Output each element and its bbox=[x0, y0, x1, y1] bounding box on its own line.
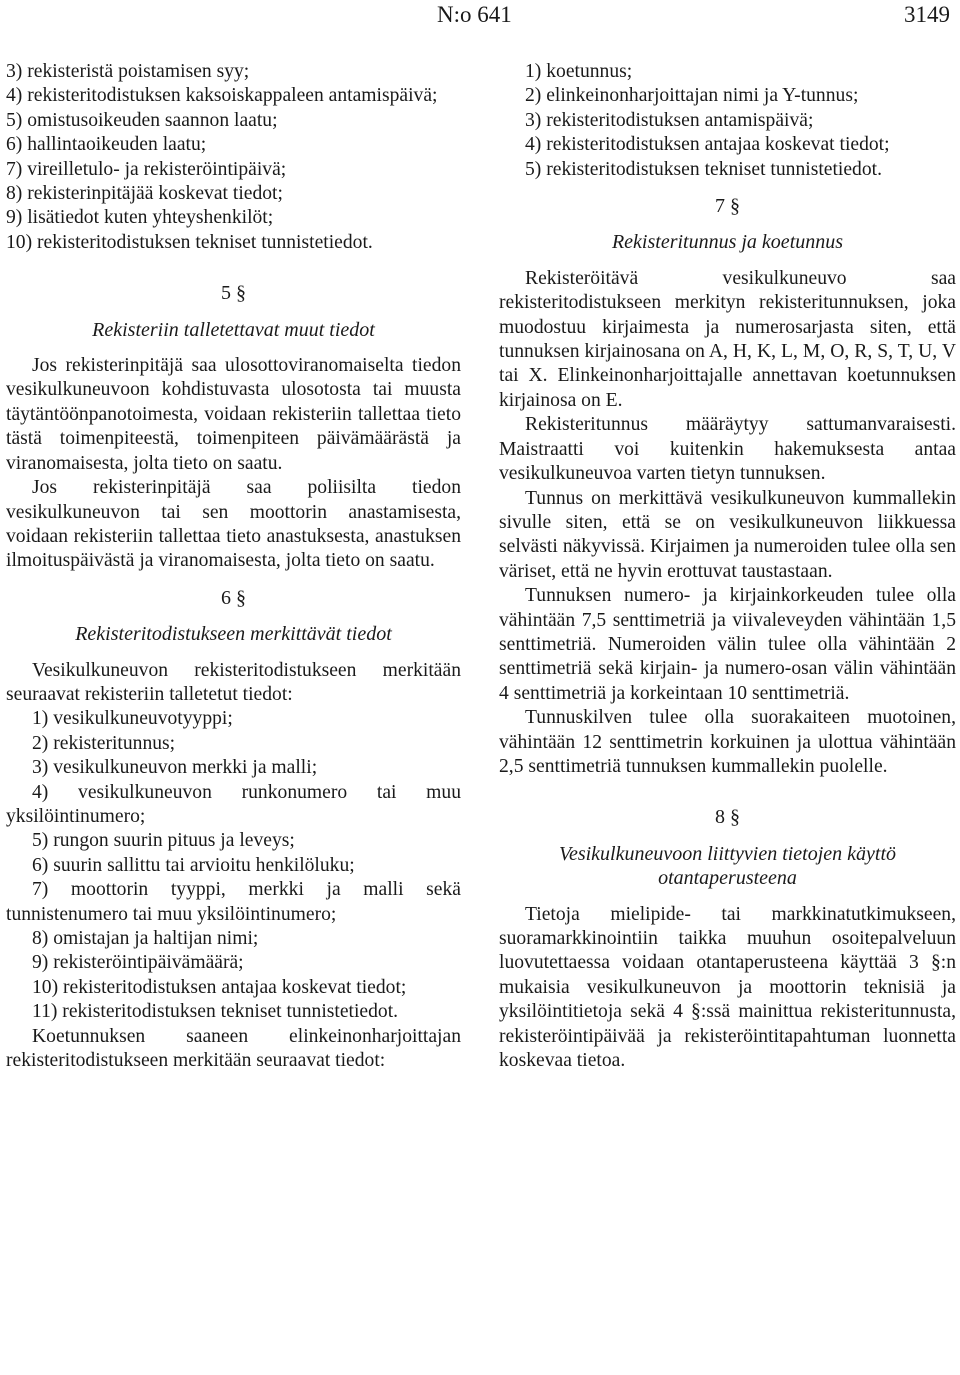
section-number: 7 § bbox=[715, 195, 740, 218]
list-item: 3) rekisteritodistuksen antamispäivä; bbox=[525, 109, 814, 131]
list-item: 5) rekisteritodistuksen tekniset tunnistetiedot. bbox=[525, 158, 882, 180]
list-item: 9) lisätiedot kuten yhteyshenkilöt; bbox=[6, 207, 274, 229]
paragraph: Tunnuskilven tulee olla suorakaiteen muotoinen, vähintään 12 senttimetrin korkuinen ja ulottua vähintään 2,5 senttimetriä tunnuksen kummallekin puolelle. bbox=[499, 707, 956, 777]
list-item: 11) rekisteritodistuksen tekniset tunnistetiedot. bbox=[32, 1001, 399, 1023]
paragraph: Jos rekisterinpitäjä saa ulosottoviranomaiselta tiedon vesikulkuneuvoon kohdistuvasta ulosotosta tai muusta täytäntöönpanotoimesta, voidaan rekisteriin tallettaa tieto tästä toimenpiteestä, toimenpiteen päivämäärästä ja viranomaisesta, jolta tieto on saatu. bbox=[6, 355, 461, 474]
list-item: 2) rekisteritunnus; bbox=[32, 732, 176, 754]
left-column bbox=[6, 60, 461, 1073]
list-item: 4) rekisteritodistuksen kaksoiskappaleen antamispäivä; bbox=[6, 85, 438, 107]
list-item: 7) vireilletulo- ja rekisteröintipäivä; bbox=[6, 158, 287, 180]
paragraph: Rekisteritunnus määräytyy sattumanvaraisesti. Maistraatti voi kuitenkin hakemuksesta antaa vesikulkuneuvoa varten tietyn tunnuksen. bbox=[499, 414, 956, 485]
list-item: 10) rekisteritodistuksen tekniset tunnistetiedot. bbox=[6, 231, 373, 253]
list-item: 7) moottorin tyyppi, merkki ja malli sekä tunnistenumero tai muu yksilöintinumero; bbox=[6, 879, 461, 925]
list-item: 8) omistajan ja haltijan nimi; bbox=[32, 928, 259, 949]
list-item: 5) omistusoikeuden saannon laatu; bbox=[6, 109, 278, 131]
list-item: 1) vesikulkuneuvotyyppi; bbox=[32, 708, 233, 730]
section-number: 8 § bbox=[715, 806, 740, 829]
list-item: 10) rekisteritodistuksen antajaa koskevat tiedot; bbox=[32, 976, 407, 998]
section-title: Rekisteritunnus ja koetunnus bbox=[611, 231, 844, 254]
right-column bbox=[499, 60, 956, 1073]
section-title: Rekisteritodistukseen merkittävät tiedot bbox=[75, 623, 392, 646]
section-title: Vesikulkuneuvoon liittyvien tietojen käyttö otantaperusteena bbox=[558, 842, 897, 890]
paragraph: Tunnus on merkittävä vesikulkuneuvon kummallekin sivulle siten, että se on vesikulkuneuvon liikkuessa selvästi näkyvissä. Kirjaimen ja numeroiden tulee olla sen väriset, että ne hyvin erottuvat taustastaan. bbox=[499, 487, 956, 582]
list-item: 4) rekisteritodistuksen antajaa koskevat tiedot; bbox=[525, 134, 890, 156]
list-item: 3) vesikulkuneuvon merkki ja malli; bbox=[32, 757, 318, 779]
section-number: 5 § bbox=[221, 282, 246, 305]
paragraph: Tietoja mielipide- tai markkinatutkimukseen, suoramarkkinointiin taikka muuhun osoitepalveluun luovutettaessa voidaan otantaperusteena käyttää 3 §:n mukaisia vesikulkuneuvon ja moottorin teknisiä ja yksilöintitietoja sekä 4 §:ssä mainittua rekisteritunnusta, rekisteröintipäivää ja rekisteröintitapahtuman luonnetta koskevaa tietoa. bbox=[499, 903, 956, 1072]
paragraph: Tunnuksen numero- ja kirjainkorkeuden tulee olla vähintään 7,5 senttimetriä ja viivaleveyden vähintään 1,5 senttimetriä. Numeroiden välin tulee olla vähintään 2 senttimetriä sekä kirjain- ja numero-osan välin vähintään 4 senttimetriä ja korkeintaan 10 senttimetriä. bbox=[499, 585, 956, 704]
list-item: 6) suurin sallittu tai arvioitu henkilöluku; bbox=[32, 854, 355, 876]
list-item: 9) rekisteröintipäivämäärä; bbox=[32, 952, 244, 974]
list-item: 4) vesikulkuneuvon runkonumero tai muu yksilöintinumero; bbox=[6, 781, 461, 827]
list-item: 3) rekisteristä poistamisen syy; bbox=[6, 61, 250, 82]
paragraph: Vesikulkuneuvon rekisteritodistukseen merkitään seuraavat rekisteriin talletetut tiedot: bbox=[6, 659, 461, 705]
section-number: 6 § bbox=[221, 586, 246, 609]
section-title: Rekisteriin talletettavat muut tiedot bbox=[92, 318, 375, 341]
page-header bbox=[0, 0, 960, 30]
page-number: 3149 bbox=[904, 2, 950, 27]
issue-number: N:o 641 bbox=[437, 2, 512, 27]
list-item: 1) koetunnus; bbox=[525, 61, 633, 82]
paragraph: Rekisteröitävä vesikulkuneuvo saa rekisteritodistukseen merkityn rekisteritunnuksen, joka muodostuu kirjaimesta ja numerosarjasta siten, että tunnuksen kirjainosana on A, H, K, L, M, O, R, S, T, U, V tai X. Elinkeinonharjoittajalle annettavan koetunnuksen kirjainosa on E. bbox=[499, 267, 956, 411]
list-item: 2) elinkeinonharjoittajan nimi ja Y-tunnus; bbox=[525, 85, 859, 107]
list-item: 5) rungon suurin pituus ja leveys; bbox=[32, 830, 295, 852]
list-item: 8) rekisterinpitäjää koskevat tiedot; bbox=[6, 183, 283, 205]
list-item: 6) hallintaoikeuden laatu; bbox=[6, 134, 207, 156]
paragraph: Jos rekisterinpitäjä saa poliisilta tiedon vesikulkuneuvon tai sen moottorin anastamisesta, voidaan rekisteriin tallettaa tieto anastuksesta, anastuksen ilmoituspäivästä ja viranomaisesta, jolta tieto on saatu. bbox=[6, 477, 461, 572]
paragraph: Koetunnuksen saaneen elinkeinonharjoittajan rekisteritodistukseen merkitään seuraavat tiedot: bbox=[6, 1025, 461, 1072]
